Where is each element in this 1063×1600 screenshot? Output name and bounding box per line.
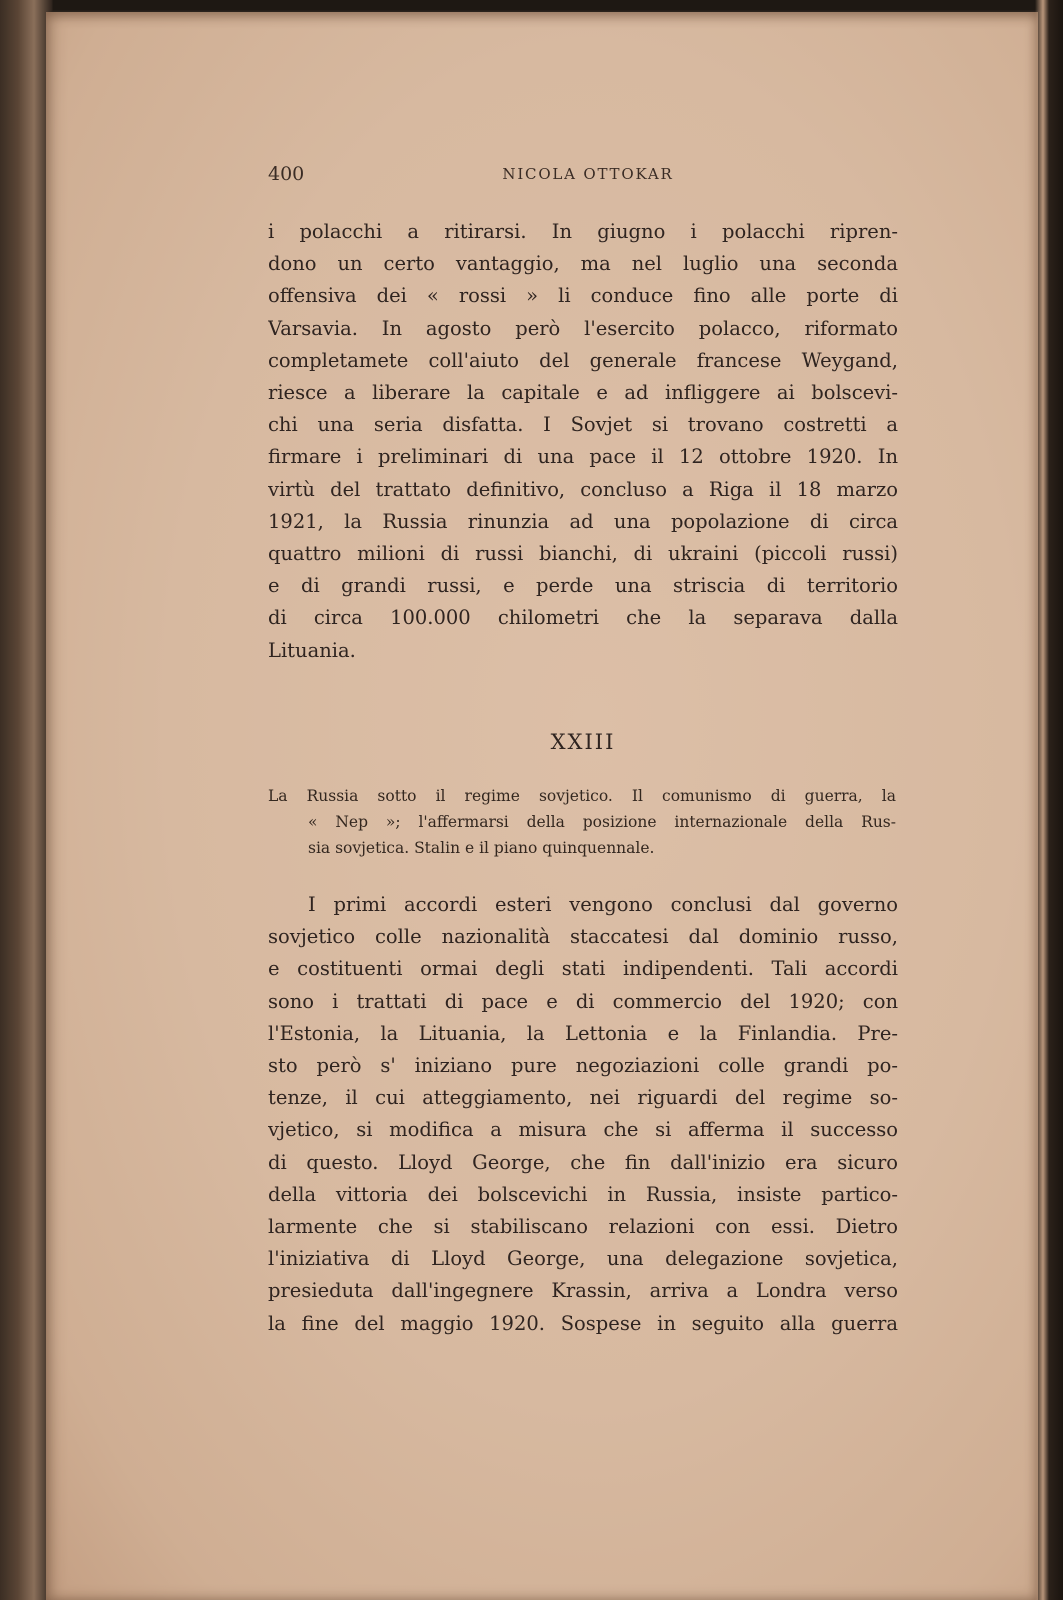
text-line: e costituenti ormai degli stati indipendenti. Tali accordi xyxy=(268,957,898,981)
text-line: riesce a liberare la capitale e ad infliggere ai bolscevi- xyxy=(268,381,898,405)
text-line: sovjetico colle nazionalità staccatesi dal dominio russo, xyxy=(268,925,898,949)
text-line: vjetico, si modifica a misura che si afferma il successo xyxy=(268,1118,898,1142)
text-line: firmare i preliminari di una pace il 12 ottobre 1920. In xyxy=(268,445,898,469)
text-line: tenze, il cui atteggiamento, nei riguardi del regime so- xyxy=(268,1086,898,1110)
text-line: l'iniziativa di Lloyd George, una delegazione sovjetica, xyxy=(268,1247,898,1271)
text-line: l'Estonia, la Lituania, la Lettonia e la Finlandia. Pre- xyxy=(268,1021,898,1045)
summary-line: « Nep »; l'affermarsi della posizione internazionale della Rus- xyxy=(308,813,896,831)
running-title: NICOLA OTTOKAR xyxy=(502,165,674,183)
chapter-number: XXIII xyxy=(550,730,616,754)
text-line: la fine del maggio 1920. Sospese in seguito alla guerra xyxy=(268,1311,898,1335)
text-line: dono un certo vantaggio, ma nel luglio una seconda xyxy=(268,252,898,276)
running-head xyxy=(268,163,908,193)
text-line: Varsavia. In agosto però l'esercito polacco, riformato xyxy=(268,316,898,340)
summary-line: La Russia sotto il regime sovjetico. Il comunismo di guerra, la xyxy=(268,787,896,805)
text-line: i polacchi a ritirarsi. In giugno i polacchi ripren- xyxy=(268,220,898,243)
text-line: presieduta dall'ingegnere Krassin, arriva a Londra verso xyxy=(268,1279,898,1303)
text-line: di questo. Lloyd George, che fin dall'inizio era sicuro xyxy=(268,1150,898,1174)
text-line: completamete coll'aiuto del generale francese Weygand, xyxy=(268,348,898,372)
text-line: I primi accordi esteri vengono conclusi dal governo xyxy=(308,893,898,916)
text-line: sono i trattati di pace e di commercio del 1920; con xyxy=(268,989,898,1013)
text-line: 1921, la Russia rinunzia ad una popolazione di circa xyxy=(268,509,898,533)
text-line: offensiva dei « rossi » li conduce fino alle porte di xyxy=(268,284,898,308)
text-line: chi una seria disfatta. I Sovjet si trovano costretti a xyxy=(268,413,898,437)
text-line: e di grandi russi, e perde una striscia di territorio xyxy=(268,574,898,598)
summary-line: sia sovjetica. Stalin e il piano quinquennale. xyxy=(308,839,655,857)
page-number: 400 xyxy=(268,163,305,185)
chapter-summary xyxy=(268,783,896,861)
text-line: quattro milioni di russi bianchi, di ukraini (piccoli russi) xyxy=(268,542,898,566)
paragraph-1 xyxy=(268,216,898,667)
text-line: sto però s' iniziano pure negoziazioni colle grandi po- xyxy=(268,1054,898,1078)
paragraph-2 xyxy=(268,889,898,1340)
text-line: di circa 100.000 chilometri che la separava dalla xyxy=(268,606,898,630)
text-line: virtù del trattato definitivo, concluso a Riga il 18 marzo xyxy=(268,477,898,501)
page-edge-shadow xyxy=(1035,0,1063,1600)
text-line: Lituania. xyxy=(268,638,356,662)
text-line: larmente che si stabiliscano relazioni con essi. Dietro xyxy=(268,1215,898,1239)
text-line: della vittoria dei bolscevichi in Russia, insiste partico- xyxy=(268,1182,898,1206)
